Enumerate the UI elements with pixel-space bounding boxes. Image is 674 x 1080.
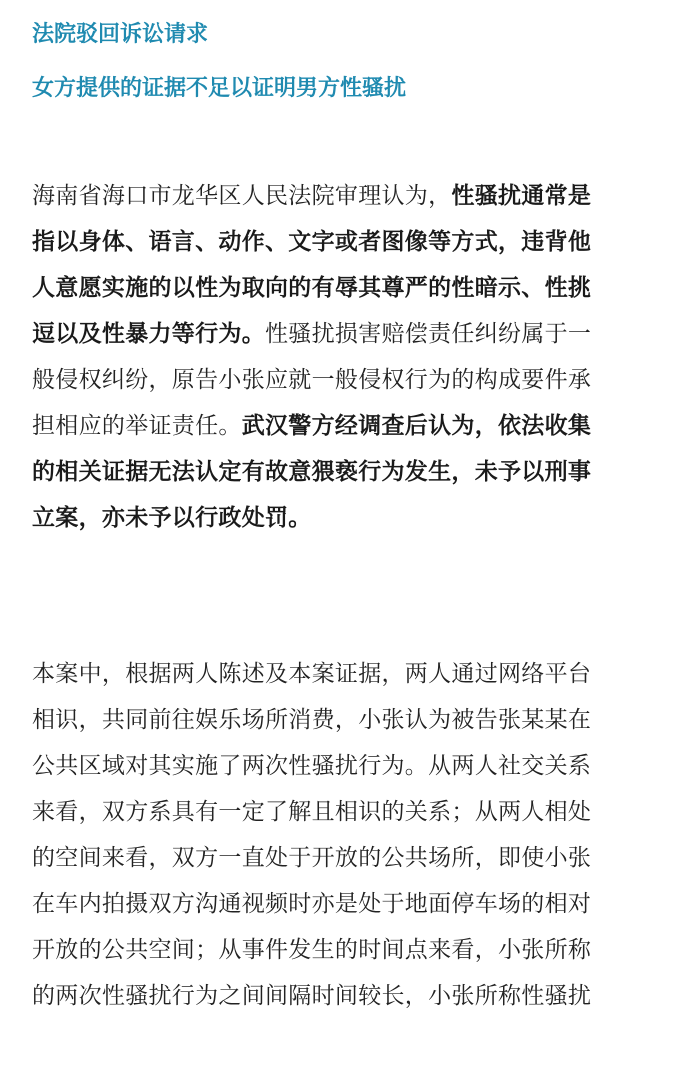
text-line (32, 697, 647, 743)
paragraph-court-ruling (32, 173, 647, 541)
text-run: 开放的公共空间；从事件发生的时间点来看，小张所称 (32, 937, 592, 963)
text-line (32, 357, 647, 403)
text-line (32, 495, 647, 541)
text-run: 般侵权纠纷，原告小张应就一般侵权行为的构成要件承 (32, 367, 592, 393)
text-line (32, 789, 647, 835)
bold-text-run: 性骚扰通常是 (451, 183, 592, 209)
paragraph-case-analysis (32, 651, 647, 1019)
bold-text-run: 指以身体、语言、动作、文字或者图像等方式，违背他 (32, 229, 592, 255)
text-line (32, 311, 647, 357)
text-run: 海南省海口市龙华区人民法院审理认为， (32, 183, 452, 209)
text-run: 本案中，根据两人陈述及本案证据，两人通过网络平台 (32, 661, 592, 687)
text-line (32, 403, 647, 449)
text-line (32, 835, 647, 881)
text-line (32, 881, 647, 927)
section-subheading: 女方提供的证据不足以证明男方性骚扰 (32, 76, 407, 101)
text-line (32, 743, 647, 789)
text-line (32, 173, 647, 219)
text-line (32, 973, 647, 1019)
text-line (32, 651, 647, 697)
text-run: 相识，共同前往娱乐场所消费，小张认为被告张某某在 (32, 707, 592, 733)
bold-text-run: 武汉警方经调查后认为，依法收集 (241, 413, 592, 439)
text-line (32, 219, 647, 265)
text-line (32, 265, 647, 311)
bold-text-run: 人意愿实施的以性为取向的有辱其尊严的性暗示、性挑 (32, 275, 592, 301)
text-run: 来看，双方系具有一定了解且相识的关系；从两人相处 (32, 799, 592, 825)
text-line (32, 449, 647, 495)
text-run: 的两次性骚扰行为之间间隔时间较长，小张所称性骚扰 (32, 983, 592, 1009)
text-line (32, 927, 647, 973)
text-run: 的空间来看，双方一直处于开放的公共场所，即使小张 (32, 845, 592, 871)
section-heading: 法院驳回诉讼请求 (32, 22, 209, 47)
text-run: 性骚扰损害赔偿责任纠纷属于一 (265, 321, 592, 347)
text-run: 在车内拍摄双方沟通视频时亦是处于地面停车场的相对 (32, 891, 592, 917)
bold-text-run: 的相关证据无法认定有故意猥亵行为发生，未予以刑事 (32, 459, 592, 485)
bold-text-run: 逗以及性暴力等行为。 (32, 321, 265, 347)
text-run: 公共区域对其实施了两次性骚扰行为。从两人社交关系 (32, 753, 592, 779)
text-run: 担相应的举证责任。 (32, 413, 242, 439)
bold-text-run: 立案，亦未予以行政处罚。 (32, 505, 312, 531)
